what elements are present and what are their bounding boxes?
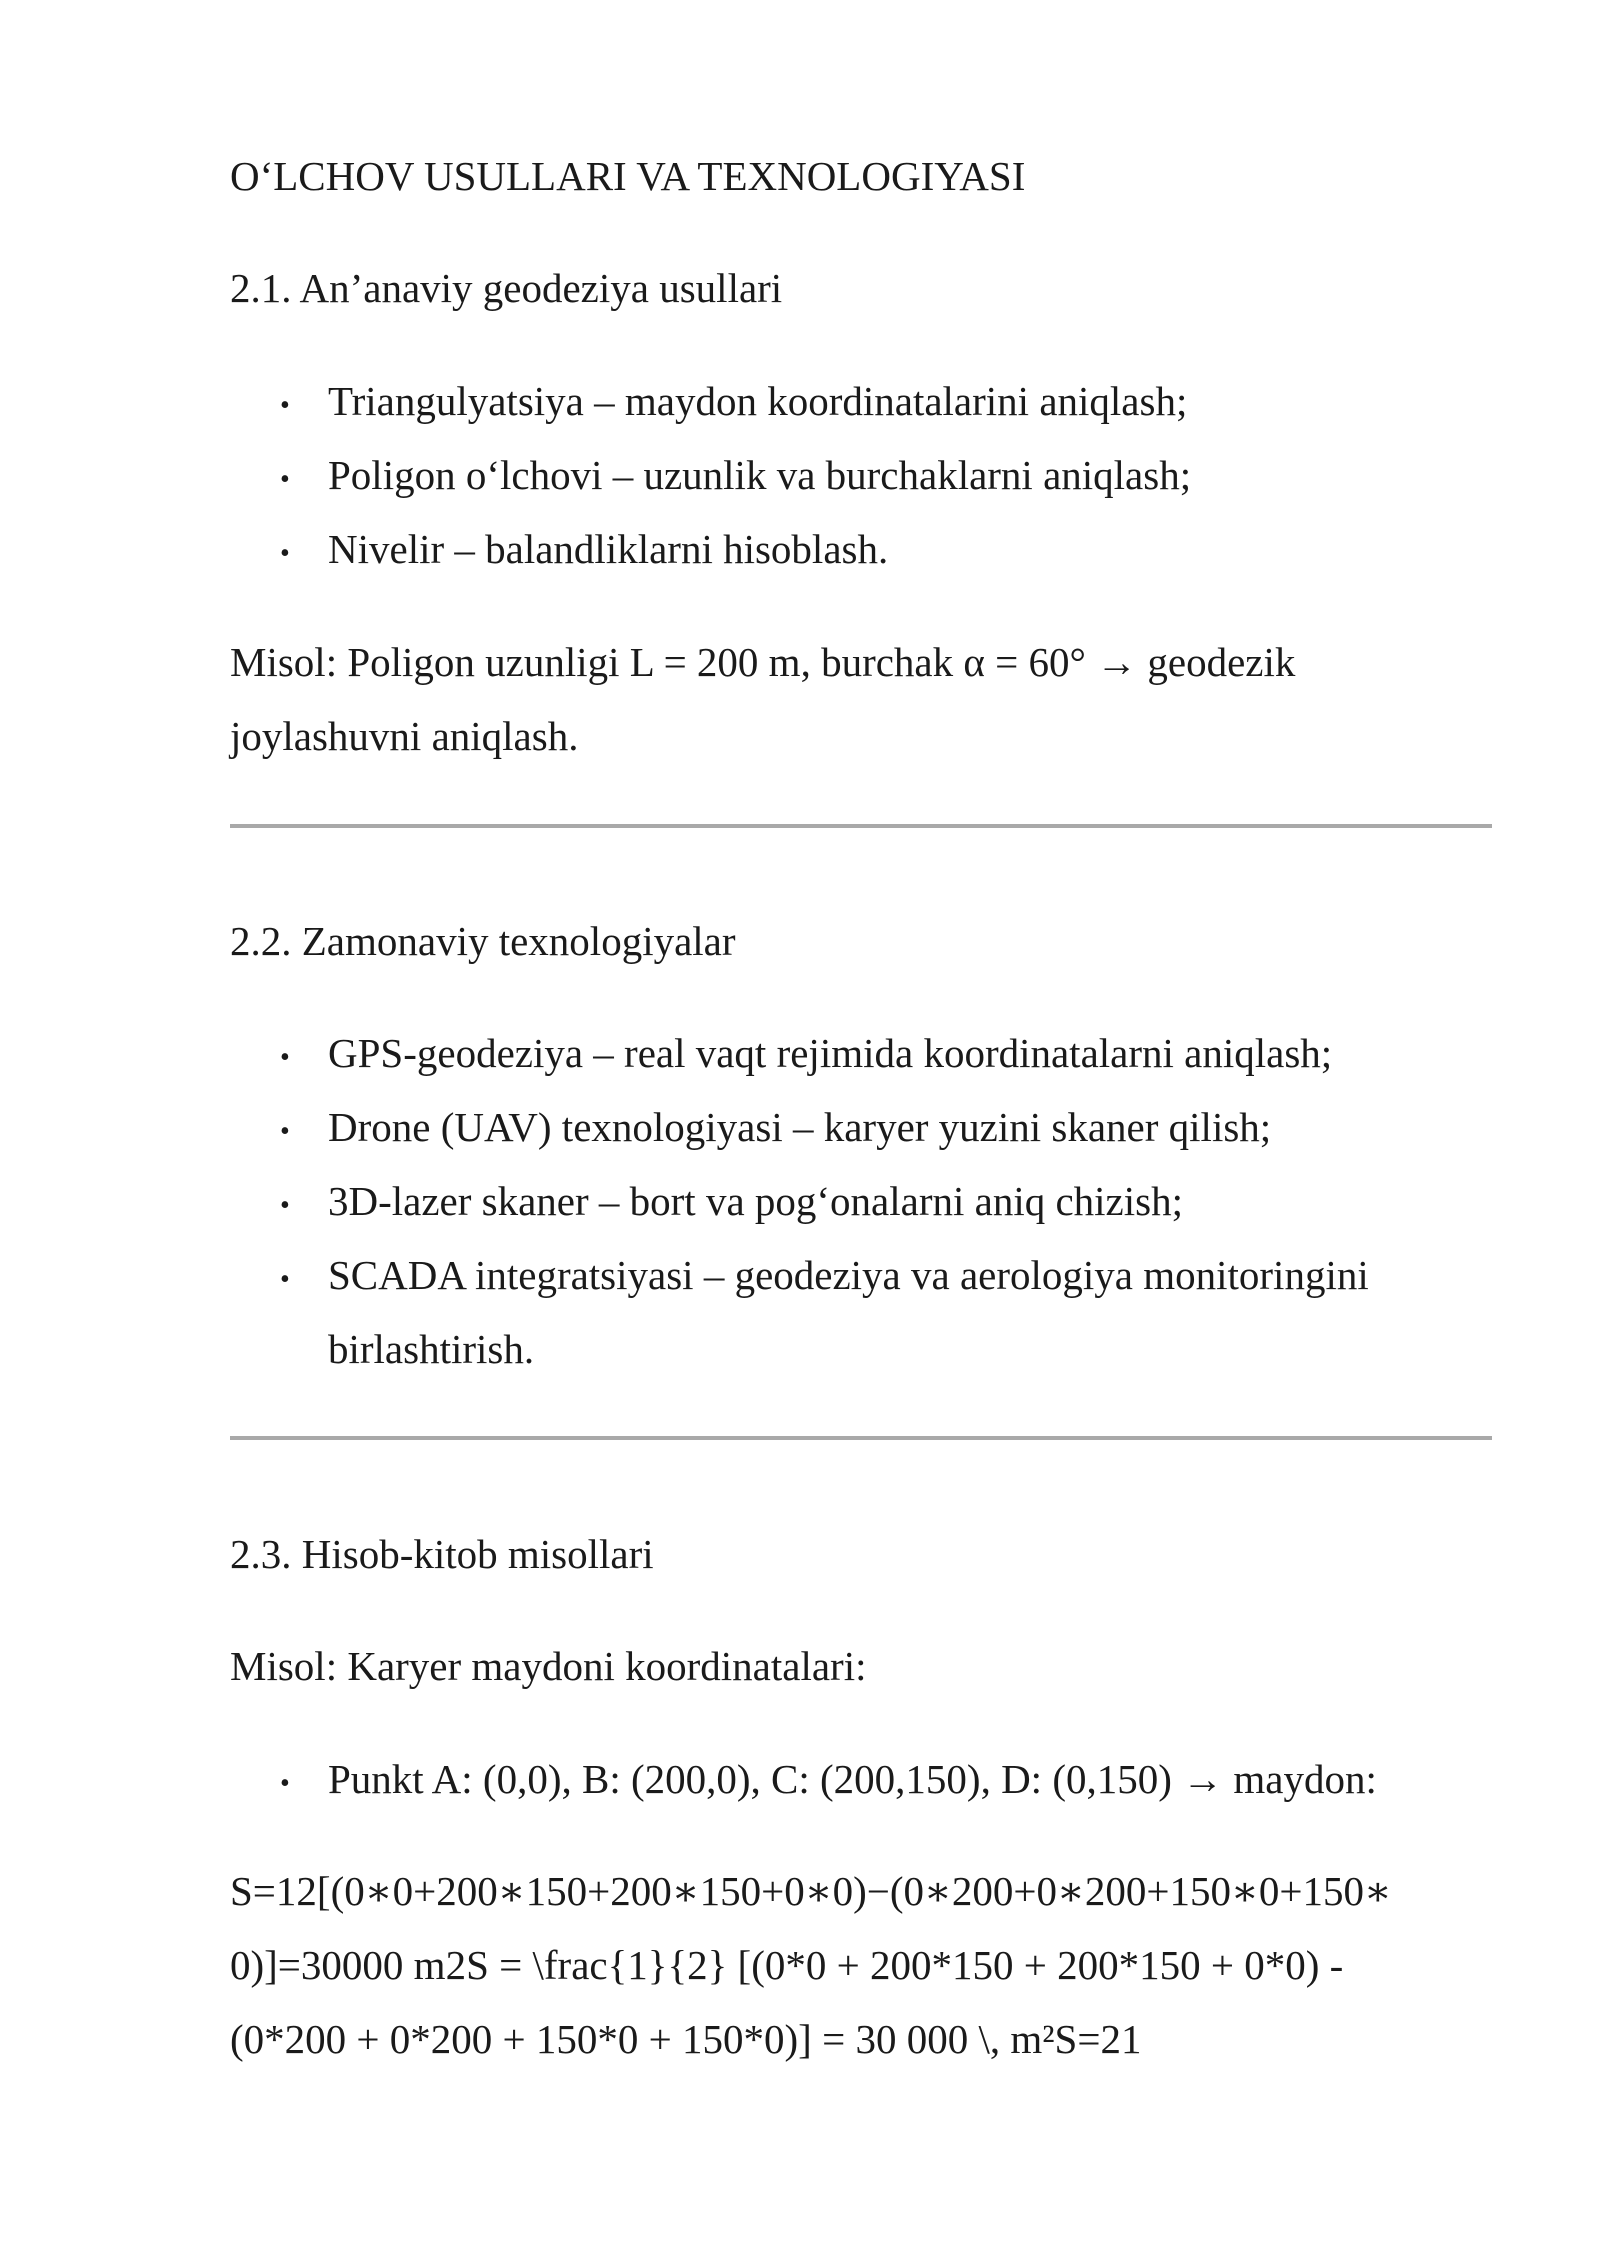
calculation-intro: Misol: Karyer maydoni koordinatalari: xyxy=(230,1643,867,1689)
list-item: GPS-geodeziya – real vaqt rejimida koordinatalarni aniqlash; xyxy=(328,1030,1333,1076)
bullet-dot: • xyxy=(280,1768,290,1799)
formula-line-1: S=12[(0∗0+200∗150+200∗150+0∗0)−(0∗200+0∗200+150∗0+150∗ xyxy=(230,1868,1392,1914)
list-item: Drone (UAV) texnologiyasi – karyer yuzini skaner qilish; xyxy=(328,1104,1272,1150)
list-item: 3D-lazer skaner – bort va pog‘onalarni aniq chizish; xyxy=(328,1178,1183,1224)
list-item: Poligon o‘lchovi – uzunlik va burchaklarni aniqlash; xyxy=(328,452,1192,498)
bullet-dot: • xyxy=(280,538,290,569)
list-item: Punkt A: (0,0), B: (200,0), C: (200,150), D: (0,150) → maydon: xyxy=(328,1756,1377,1802)
list-item-continuation: birlashtirish. xyxy=(328,1326,535,1372)
list-item: Triangulyatsiya – maydon koordinatalarini aniqlash; xyxy=(328,378,1188,424)
section-divider xyxy=(230,824,1492,828)
section-heading-2-1: 2.1. An’anaviy geodeziya usullari xyxy=(230,265,783,311)
section-heading-2-3: 2.3. Hisob-kitob misollari xyxy=(230,1531,654,1577)
list-item: SCADA integratsiyasi – geodeziya va aerologiya monitoringini xyxy=(328,1252,1369,1298)
bullet-dot: • xyxy=(280,1116,290,1147)
bullet-dot: • xyxy=(280,1042,290,1073)
list-item: Nivelir – balandliklarni hisoblash. xyxy=(328,526,889,572)
section-heading-2-2: 2.2. Zamonaviy texnologiyalar xyxy=(230,918,736,964)
bullet-dot: • xyxy=(280,1264,290,1295)
bullet-dot: • xyxy=(280,390,290,421)
bullet-dot: • xyxy=(280,1190,290,1221)
bullet-dot: • xyxy=(280,464,290,495)
formula-line-2: 0)]=30000 m2S = \frac{1}{2} [(0*0 + 200*150 + 200*150 + 0*0) - xyxy=(230,1942,1344,1988)
section-divider xyxy=(230,1436,1492,1440)
document-title: O‘LCHOV USULLARI VA TEXNOLOGIYASI xyxy=(230,153,1026,199)
example-text-line-1: Misol: Poligon uzunligi L = 200 m, burchak α = 60° → geodezik xyxy=(230,639,1296,685)
formula-line-3: (0*200 + 0*200 + 150*0 + 150*0)] = 30 000 \, m²S=21 xyxy=(230,2016,1142,2062)
example-text-line-2: joylashuvni aniqlash. xyxy=(230,713,579,759)
